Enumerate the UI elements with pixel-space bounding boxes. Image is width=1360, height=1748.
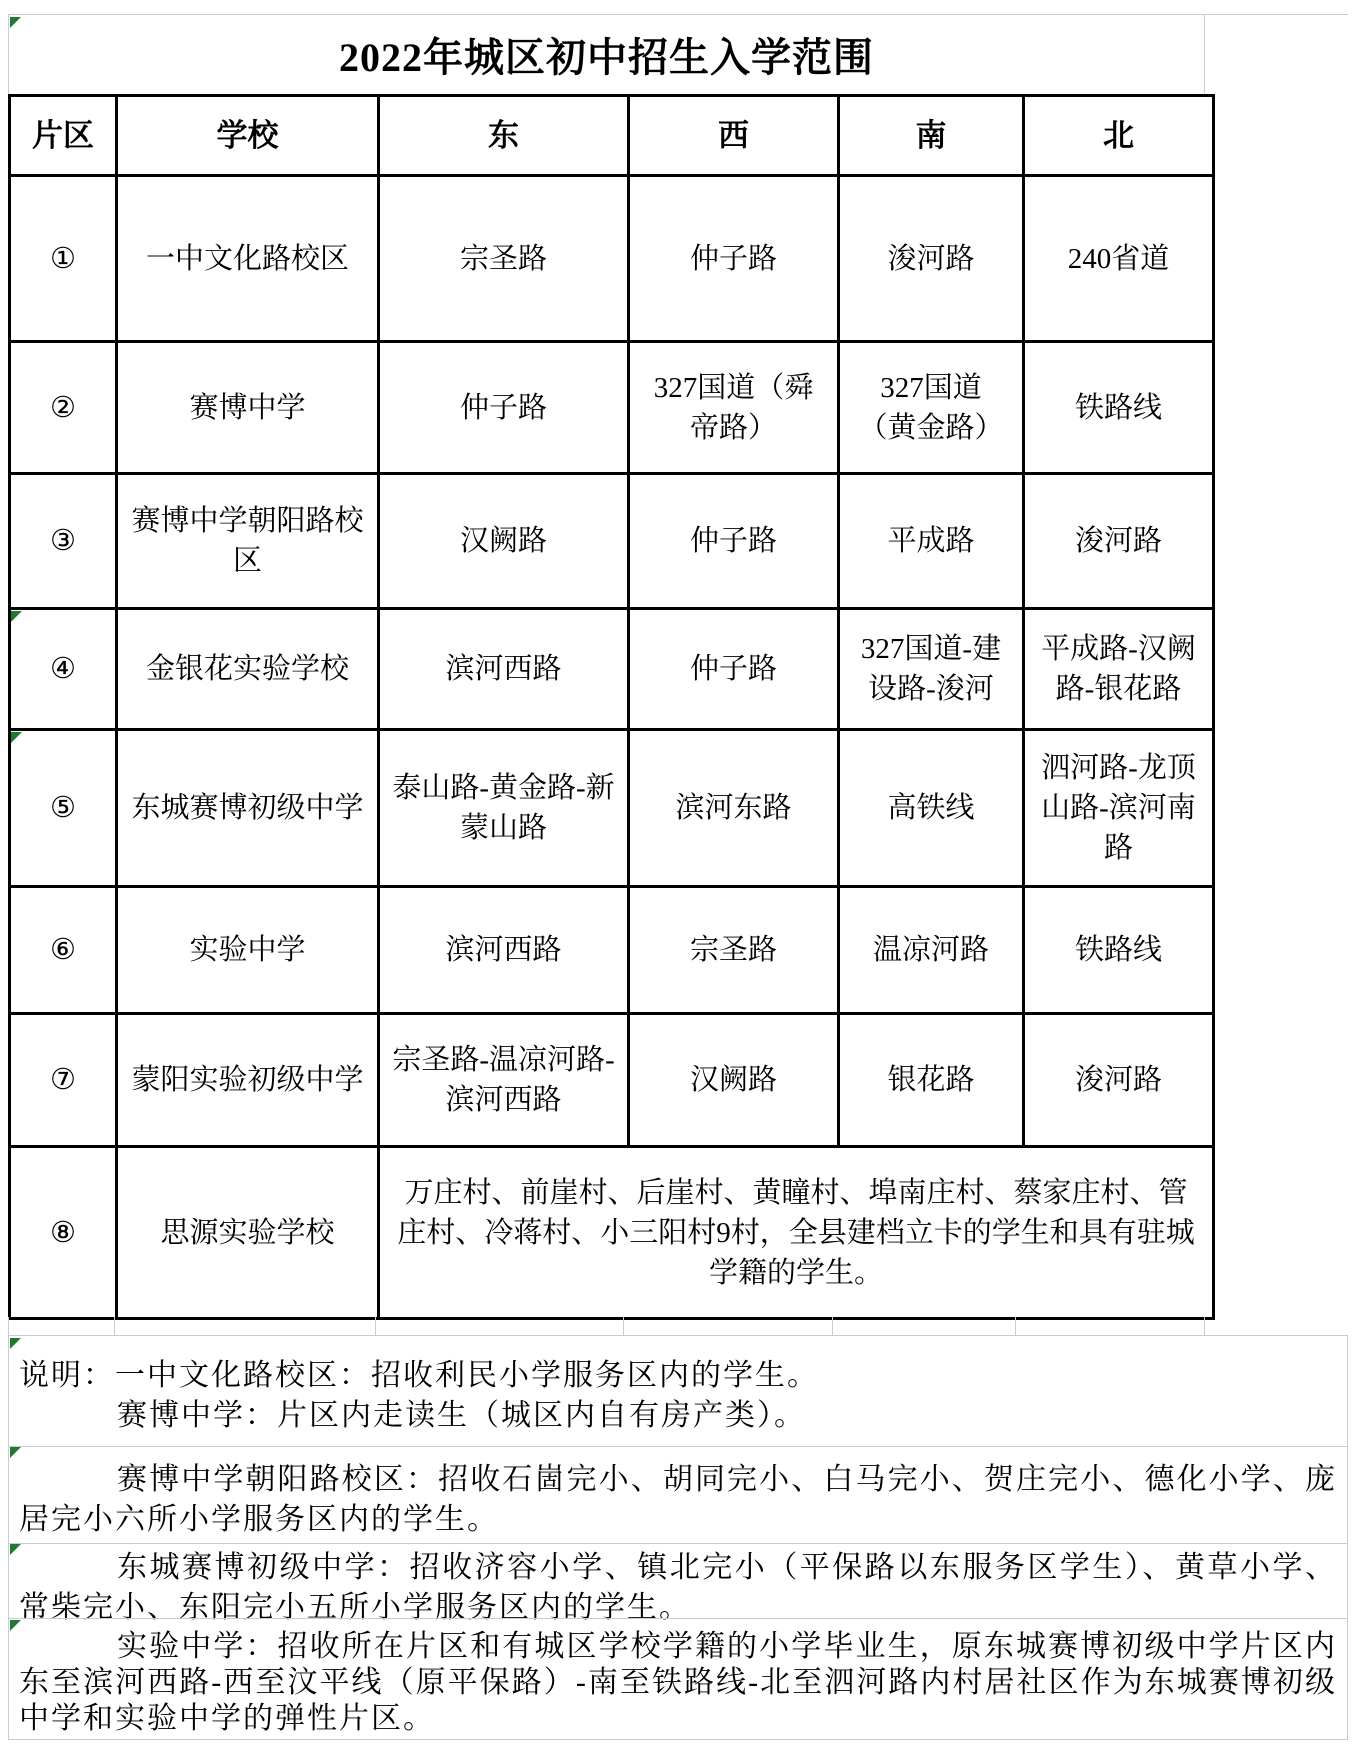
empty-cell	[833, 1317, 1017, 1335]
south-cell[interactable]: 银花路	[839, 1014, 1024, 1147]
school-cell[interactable]: 思源实验学校	[117, 1147, 379, 1319]
empty-cell	[9, 1317, 115, 1335]
zone-cell[interactable]: ⑧	[10, 1147, 117, 1319]
empty-cell	[1016, 1317, 1205, 1335]
notes-section	[8, 1335, 1348, 1740]
enrollment-range-table	[8, 94, 1215, 1320]
note-paragraph: 赛博中学朝阳路校区：招收石崮完小、胡同完小、白马完小、贺庄完小、德化小学、庞居完小六所小学服务区内的学生。	[19, 1463, 1337, 1536]
school-cell[interactable]: 赛博中学	[117, 342, 379, 474]
table-row	[10, 730, 1214, 887]
empty-cell	[376, 1317, 624, 1335]
school-cell[interactable]: 实验中学	[117, 887, 379, 1014]
west-cell[interactable]: 宗圣路	[629, 887, 839, 1014]
table-row	[10, 1014, 1214, 1147]
school-cell[interactable]: 蒙阳实验初级中学	[117, 1014, 379, 1147]
scope-merged-cell[interactable]: 万庄村、前崖村、后崖村、黄瞳村、埠南庄村、蔡家庄村、管庄村、冷蒋村、小三阳村9村，全县建档立卡的学生和具有驻城学籍的学生。	[379, 1147, 1214, 1319]
east-cell[interactable]: 泰山路-黄金路-新蒙山路	[379, 730, 629, 887]
empty-grid-row	[8, 1317, 1205, 1335]
header-east[interactable]: 东	[379, 96, 629, 176]
east-cell[interactable]: 滨河西路	[379, 609, 629, 730]
note-block-intro[interactable]	[9, 1336, 1347, 1446]
header-zone[interactable]: 片区	[10, 96, 117, 176]
note-block-dongcheng[interactable]	[9, 1543, 1347, 1624]
table-row	[10, 1147, 1214, 1319]
cell-flag-icon	[10, 1544, 21, 1555]
header-west[interactable]: 西	[629, 96, 839, 176]
header-south[interactable]: 南	[839, 96, 1024, 176]
empty-cell	[624, 1317, 833, 1335]
north-cell[interactable]: 平成路-汉阙路-银花路	[1024, 609, 1214, 730]
south-cell[interactable]: 327国道（黄金路）	[839, 342, 1024, 474]
south-cell[interactable]: 平成路	[839, 474, 1024, 609]
zone-cell[interactable]: ⑦	[10, 1014, 117, 1147]
school-cell[interactable]: 金银花实验学校	[117, 609, 379, 730]
note-line: 赛博中学：片区内走读生（城区内自有房产类）。	[117, 1399, 806, 1432]
cell-flag-icon	[10, 17, 21, 28]
east-cell[interactable]: 宗圣路	[379, 176, 629, 342]
north-cell[interactable]: 240省道	[1024, 176, 1214, 342]
table-row	[10, 342, 1214, 474]
south-cell[interactable]: 浚河路	[839, 176, 1024, 342]
note-block-chaoyang[interactable]	[9, 1446, 1347, 1543]
cell-flag-icon	[10, 1447, 21, 1458]
cell-flag-icon	[10, 1620, 21, 1631]
zone-cell[interactable]: ⑤	[10, 730, 117, 887]
zone-cell[interactable]: ④	[10, 609, 117, 730]
north-cell[interactable]: 铁路线	[1024, 887, 1214, 1014]
table-row	[10, 887, 1214, 1014]
note-line: 说明：一中文化路校区：招收利民小学服务区内的学生。	[19, 1359, 819, 1392]
east-cell[interactable]: 滨河西路	[379, 887, 629, 1014]
zone-cell[interactable]: ⑥	[10, 887, 117, 1014]
west-cell[interactable]: 327国道（舜帝路）	[629, 342, 839, 474]
table-row	[10, 609, 1214, 730]
cell-flag-icon	[10, 1338, 21, 1349]
empty-cell	[115, 1317, 375, 1335]
school-cell[interactable]: 一中文化路校区	[117, 176, 379, 342]
cell-flag-icon	[11, 611, 22, 622]
header-school[interactable]: 学校	[117, 96, 379, 176]
table-row	[10, 176, 1214, 342]
west-cell[interactable]: 仲子路	[629, 474, 839, 609]
page-title[interactable]: 2022年城区初中招生入学范围	[8, 14, 1205, 94]
east-cell[interactable]: 宗圣路-温凉河路-滨河西路	[379, 1014, 629, 1147]
south-cell[interactable]: 高铁线	[839, 730, 1024, 887]
south-cell[interactable]: 温凉河路	[839, 887, 1024, 1014]
school-cell[interactable]: 东城赛博初级中学	[117, 730, 379, 887]
note-paragraph: 东城赛博初级中学：招收济容小学、镇北完小（平保路以东服务区学生）、黄草小学、常柴完小、东阳完小五所小学服务区内的学生。	[19, 1551, 1337, 1624]
table-row	[10, 474, 1214, 609]
zone-cell[interactable]: ②	[10, 342, 117, 474]
north-cell[interactable]: 铁路线	[1024, 342, 1214, 474]
table-header-row	[10, 96, 1214, 176]
west-cell[interactable]: 仲子路	[629, 609, 839, 730]
note-paragraph: 实验中学：招收所在片区和有城区学校学籍的小学毕业生，原东城赛博初级中学片区内东至滨河西路-西至汶平线（原平保路）-南至铁路线-北至泗河路内村居社区作为东城赛博初级中学和实验中学的弹性片区。	[19, 1630, 1337, 1735]
south-cell[interactable]: 327国道-建设路-浚河	[839, 609, 1024, 730]
zone-cell[interactable]: ①	[10, 176, 117, 342]
north-cell[interactable]: 泗河路-龙顶山路-滨河南路	[1024, 730, 1214, 887]
north-cell[interactable]: 浚河路	[1024, 474, 1214, 609]
header-north[interactable]: 北	[1024, 96, 1214, 176]
north-cell[interactable]: 浚河路	[1024, 1014, 1214, 1147]
cell-flag-icon	[11, 732, 22, 743]
east-cell[interactable]: 仲子路	[379, 342, 629, 474]
west-cell[interactable]: 滨河东路	[629, 730, 839, 887]
east-cell[interactable]: 汉阙路	[379, 474, 629, 609]
zone-cell[interactable]: ③	[10, 474, 117, 609]
west-cell[interactable]: 仲子路	[629, 176, 839, 342]
west-cell[interactable]: 汉阙路	[629, 1014, 839, 1147]
school-cell[interactable]: 赛博中学朝阳路校区	[117, 474, 379, 609]
note-block-shiyan[interactable]	[9, 1618, 1347, 1741]
